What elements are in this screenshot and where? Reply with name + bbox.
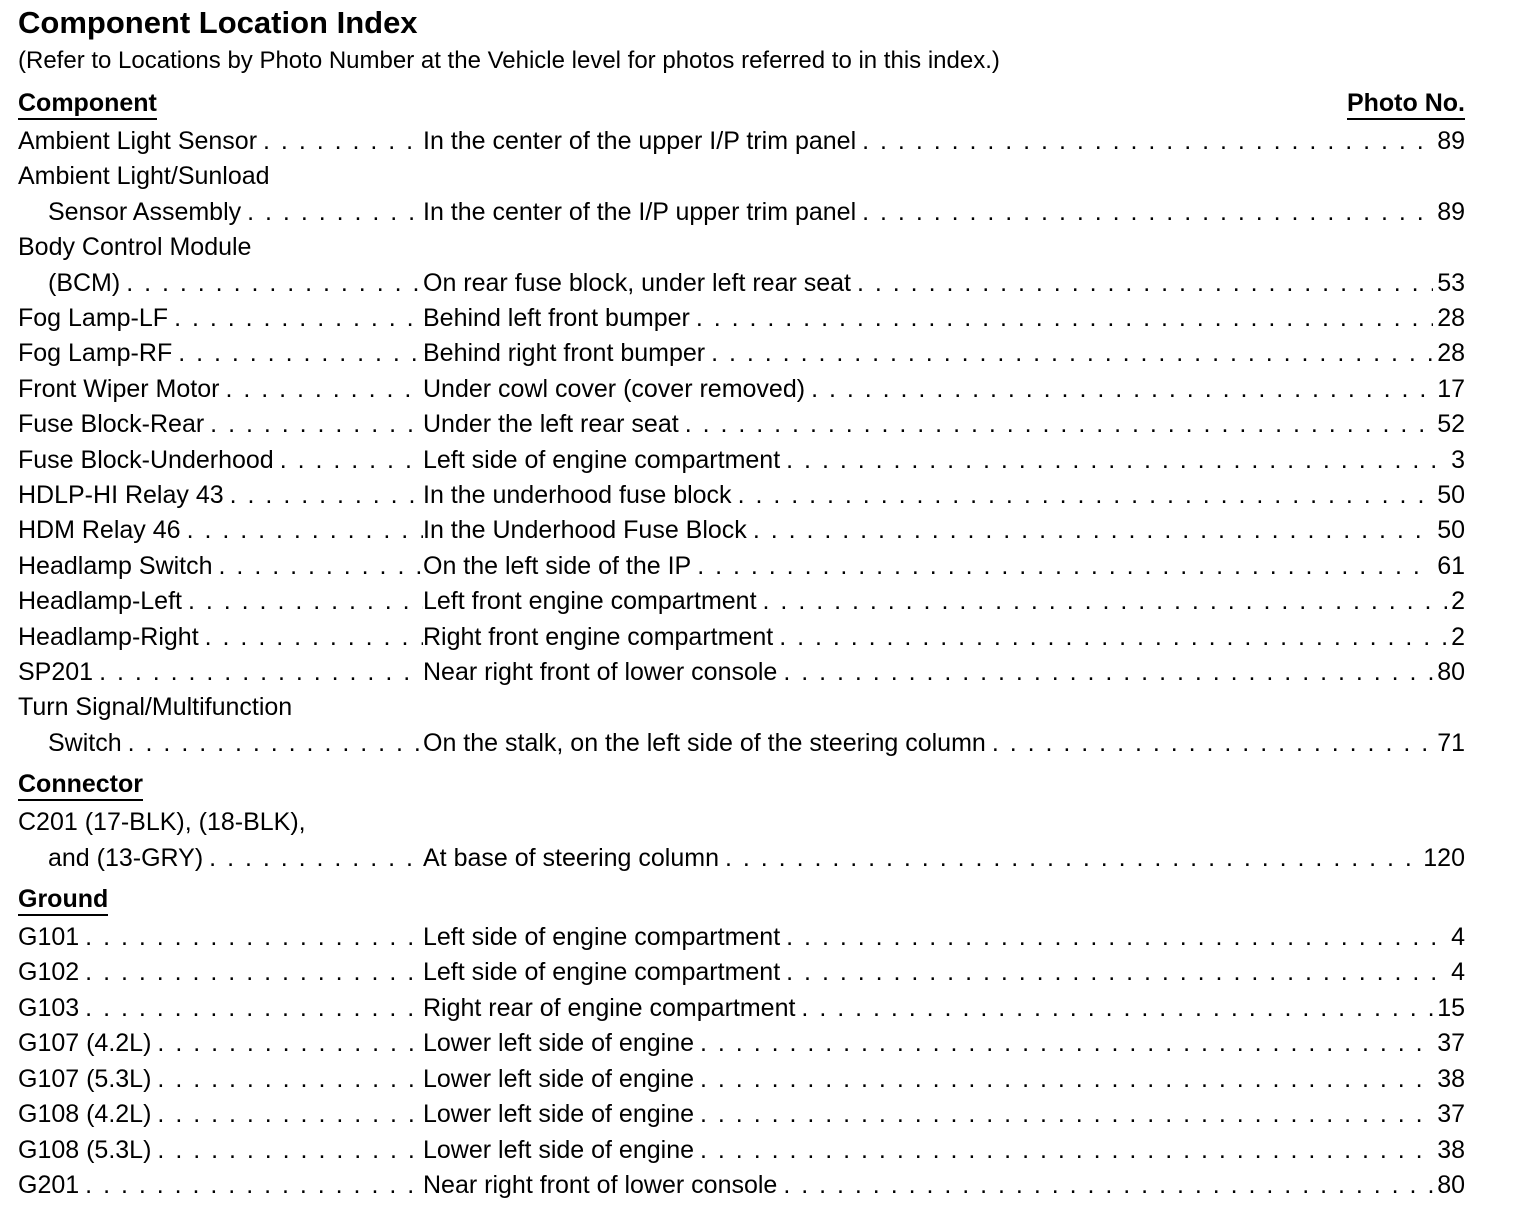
- entry-name-cell: [18, 1026, 423, 1061]
- dot-leader: [93, 655, 423, 690]
- entry-name: G101: [18, 923, 80, 952]
- index-entry: [18, 407, 1465, 442]
- section-title: Connector: [18, 771, 143, 801]
- dot-leader: [79, 1168, 423, 1203]
- dot-leader: [79, 955, 423, 990]
- entry-name-line1: Turn Signal/Multifunction: [18, 693, 293, 722]
- entry-photo-number: 61: [1437, 551, 1465, 580]
- entry-name: Fuse Block-Underhood: [18, 445, 274, 474]
- index-entry: [18, 513, 1465, 548]
- entry-photo-number: 3: [1451, 445, 1465, 474]
- dot-leader: [780, 955, 1447, 990]
- entry-location-cell: [423, 1168, 1433, 1203]
- dot-leader: [213, 549, 423, 584]
- entry-location-cell: [423, 195, 1433, 230]
- dot-leader: [203, 841, 423, 876]
- entry-name: G102: [18, 958, 80, 987]
- index-entry: [18, 549, 1465, 584]
- entry-name: Headlamp-Left: [18, 587, 182, 616]
- entry-name: SP201: [18, 658, 94, 687]
- index-entry: [18, 1062, 1465, 1097]
- section-component: [18, 90, 1465, 761]
- entry-name-line1: Ambient Light/Sunload: [18, 162, 270, 191]
- entry-location-cell: [423, 336, 1433, 371]
- entry-photo-number: 120: [1423, 843, 1465, 872]
- entry-name-cell: [18, 955, 423, 990]
- entry-location-cell: [423, 991, 1433, 1026]
- dot-leader: [151, 1097, 423, 1132]
- entry-location-cell: [423, 1026, 1433, 1061]
- entry-photo-number: 4: [1451, 958, 1465, 987]
- index-entry: [18, 991, 1465, 1026]
- index-entry: [18, 620, 1465, 655]
- entry-photo-number: 71: [1437, 728, 1465, 757]
- entry-name-cell: [18, 549, 423, 584]
- entry-location: On the left side of the IP: [423, 551, 692, 580]
- entry-name-cell: [18, 1133, 423, 1168]
- dot-leader: [182, 584, 423, 619]
- entry-photo-number: 37: [1437, 1029, 1465, 1058]
- entry-location: Lower left side of engine: [423, 1064, 695, 1093]
- dot-leader: [694, 1026, 1433, 1061]
- entry-location: Lower left side of engine: [423, 1100, 695, 1129]
- entry-photo-number: 4: [1451, 923, 1465, 952]
- entry-list: [18, 920, 1465, 1203]
- entry-name-line1: Body Control Module: [18, 233, 252, 262]
- dot-leader: [224, 478, 423, 513]
- entry-name-cell: [18, 372, 423, 407]
- index-entry: [18, 1026, 1465, 1061]
- entry-location: Behind left front bumper: [423, 304, 690, 332]
- entry-photo-number: 37: [1437, 1100, 1465, 1129]
- entry-location: Left side of engine compartment: [423, 958, 781, 987]
- section-header: [18, 886, 1465, 916]
- entry-location: Right front engine compartment: [423, 622, 774, 651]
- entry-name: HDLP-HI Relay 43: [18, 481, 224, 510]
- entry-name-line1: C201 (17-BLK), (18-BLK),: [18, 808, 306, 837]
- dot-leader: [777, 655, 1433, 690]
- index-entry: [18, 478, 1465, 513]
- entry-location-cell: [423, 726, 1433, 761]
- index-entry: [18, 584, 1465, 619]
- entry-name-cell: [18, 620, 423, 655]
- dot-leader: [694, 1133, 1433, 1168]
- entry-name-cell: [18, 195, 423, 230]
- dot-leader: [777, 1168, 1433, 1203]
- entry-photo-number: 38: [1437, 1064, 1465, 1093]
- entry-name: Front Wiper Motor: [18, 374, 220, 403]
- dot-leader: [241, 195, 423, 230]
- dot-leader: [694, 1097, 1433, 1132]
- dot-leader: [679, 407, 1433, 442]
- index-entry: [18, 1097, 1465, 1132]
- index-entry: [18, 726, 1465, 761]
- entry-name: G107 (5.3L): [18, 1064, 152, 1093]
- entry-name: Fog Lamp-LF: [18, 304, 169, 332]
- dot-leader: [120, 266, 423, 301]
- index-entry: [18, 195, 1465, 230]
- entry-location-cell: [423, 920, 1447, 955]
- entry-name-cell: [18, 407, 423, 442]
- dot-leader: [795, 991, 1433, 1026]
- entry-name-cell: [18, 991, 423, 1026]
- entry-location: In the center of the upper I/P trim panel: [423, 127, 857, 155]
- index-entry: [18, 301, 1465, 336]
- dot-leader: [274, 443, 423, 478]
- entry-location-cell: [423, 513, 1433, 548]
- entry-location: Under the left rear seat: [423, 410, 679, 439]
- entry-name-cell: [18, 1062, 423, 1097]
- dot-leader: [151, 1026, 423, 1061]
- dot-leader: [694, 1062, 1433, 1097]
- entry-photo-number: 15: [1437, 993, 1465, 1022]
- entry-photo-number: 28: [1437, 304, 1465, 332]
- entry-photo-number: 89: [1437, 127, 1465, 155]
- entry-name: G201: [18, 1170, 80, 1199]
- entry-name: G103: [18, 993, 80, 1022]
- entry-location-cell: [423, 655, 1433, 690]
- index-entry: [18, 1133, 1465, 1168]
- entry-location-cell: [423, 620, 1447, 655]
- dot-leader: [204, 407, 423, 442]
- index-entry: [18, 266, 1465, 301]
- dot-leader: [856, 195, 1433, 230]
- entry-name-cell: [18, 336, 423, 371]
- entry-photo-number: 53: [1437, 268, 1465, 297]
- entry-photo-number: 52: [1437, 410, 1465, 439]
- dot-leader: [181, 513, 423, 548]
- dot-leader: [986, 726, 1433, 761]
- entry-location-cell: [423, 407, 1433, 442]
- entry-name-cell: [18, 478, 423, 513]
- document-page: [18, 4, 1465, 1203]
- index-entry: [18, 336, 1465, 371]
- entry-location: On the stalk, on the left side of the steering column: [423, 728, 986, 757]
- entry-name: Headlamp-Right: [18, 622, 199, 651]
- entry-photo-number: 89: [1437, 197, 1465, 226]
- entry-photo-number: 38: [1437, 1135, 1465, 1164]
- page-title: Component Location Index: [18, 5, 418, 40]
- dot-leader: [691, 549, 1433, 584]
- entry-location-cell: [423, 1062, 1433, 1097]
- entry-location: In the underhood fuse block: [423, 481, 732, 510]
- entry-location: Near right front of lower console: [423, 1170, 778, 1199]
- dot-leader: [705, 336, 1433, 371]
- section-ground: [18, 886, 1465, 1203]
- dot-leader: [690, 301, 1433, 336]
- entry-name-cell: [18, 920, 423, 955]
- index-entry: [18, 372, 1465, 407]
- section-header: [18, 90, 1465, 120]
- dot-leader: [780, 920, 1447, 955]
- section-header: [18, 771, 1465, 801]
- dot-leader: [805, 372, 1433, 407]
- entry-location: Left side of engine compartment: [423, 923, 781, 952]
- entry-location: Lower left side of engine: [423, 1029, 695, 1058]
- entry-location: In the Underhood Fuse Block: [423, 516, 747, 545]
- entry-photo-number: 80: [1437, 658, 1465, 687]
- entry-location: Lower left side of engine: [423, 1135, 695, 1164]
- entry-photo-number: 50: [1437, 481, 1465, 510]
- dot-leader: [757, 584, 1448, 619]
- section-connector: [18, 771, 1465, 876]
- dot-leader: [773, 620, 1447, 655]
- entry-photo-number: 2: [1451, 622, 1465, 651]
- dot-leader: [780, 443, 1447, 478]
- entry-name: Fog Lamp-RF: [18, 339, 173, 368]
- section-title: Ground: [18, 886, 108, 916]
- entry-list: [18, 805, 1465, 876]
- entry-name-cell: [18, 1168, 423, 1203]
- entry-photo-number: 28: [1437, 339, 1465, 368]
- entry-name: Fuse Block-Rear: [18, 410, 205, 439]
- entry-location: Right rear of engine compartment: [423, 993, 796, 1022]
- entry-photo-number: 2: [1451, 587, 1465, 616]
- entry-location-cell: [423, 124, 1433, 159]
- dot-leader: [257, 124, 423, 159]
- dot-leader: [851, 266, 1433, 301]
- entry-name-cell: [18, 726, 423, 761]
- entry-name: HDM Relay 46: [18, 516, 181, 545]
- entry-name-cell: [18, 513, 423, 548]
- entry-location-cell: [423, 266, 1433, 301]
- index-entry: [18, 955, 1465, 990]
- entry-name-cell: [18, 266, 423, 301]
- entry-location: Behind right front bumper: [423, 339, 706, 368]
- entry-list: [18, 124, 1465, 761]
- entry-name: G108 (4.2L): [18, 1100, 152, 1129]
- page-subtitle: (Refer to Locations by Photo Number at the Vehicle level for photos referred to in this index.): [18, 47, 1000, 74]
- entry-location: Under cowl cover (cover removed): [423, 374, 806, 403]
- entry-location: Left side of engine compartment: [423, 445, 781, 474]
- dot-leader: [856, 124, 1433, 159]
- dot-leader: [151, 1062, 423, 1097]
- entry-name-cell: [18, 584, 423, 619]
- entry-name: Sensor Assembly: [48, 197, 242, 226]
- entry-location: On rear fuse block, under left rear seat: [423, 268, 851, 297]
- entry-location: Left front engine compartment: [423, 587, 757, 616]
- entry-location-cell: [423, 549, 1433, 584]
- index-entry: [18, 841, 1465, 876]
- dot-leader: [747, 513, 1433, 548]
- dot-leader: [199, 620, 423, 655]
- entry-location-cell: [423, 478, 1433, 513]
- index-entry: [18, 920, 1465, 955]
- entry-photo-number: 80: [1437, 1170, 1465, 1199]
- entry-location-cell: [423, 955, 1447, 990]
- dot-leader: [732, 478, 1434, 513]
- dot-leader: [122, 726, 423, 761]
- entry-location-cell: [423, 584, 1447, 619]
- index-entry: [18, 124, 1465, 159]
- entry-location: In the center of the I/P upper trim panel: [423, 197, 857, 226]
- entry-location: At base of steering column: [423, 843, 719, 872]
- entry-name-cell: [18, 443, 423, 478]
- entry-photo-number: 17: [1437, 374, 1465, 403]
- entry-name-cell: [18, 124, 423, 159]
- entry-name-cell: [18, 1097, 423, 1132]
- section-title: Component: [18, 90, 157, 120]
- entry-name-cell: [18, 655, 423, 690]
- entry-location-cell: [423, 301, 1433, 336]
- index-entry: [18, 1168, 1465, 1203]
- dot-leader: [219, 372, 423, 407]
- photo-number-header: Photo No.: [1347, 90, 1465, 120]
- entry-name-cell: [18, 841, 423, 876]
- entry-location-cell: [423, 1097, 1433, 1132]
- dot-leader: [79, 920, 423, 955]
- entry-name-cell: [18, 301, 423, 336]
- entry-location-cell: [423, 841, 1419, 876]
- dot-leader: [719, 841, 1419, 876]
- entry-name: (BCM): [48, 268, 121, 297]
- entry-location-cell: [423, 443, 1447, 478]
- entry-photo-number: 50: [1437, 516, 1465, 545]
- entry-name: G107 (4.2L): [18, 1029, 152, 1058]
- index-entry: [18, 655, 1465, 690]
- dot-leader: [168, 301, 423, 336]
- entry-location-cell: [423, 372, 1433, 407]
- entry-location: Near right front of lower console: [423, 658, 778, 687]
- entry-name: Ambient Light Sensor: [18, 127, 258, 155]
- entry-name: G108 (5.3L): [18, 1135, 152, 1164]
- entry-name: Headlamp Switch: [18, 551, 213, 580]
- index-sections: [18, 90, 1465, 1203]
- index-entry: [18, 443, 1465, 478]
- entry-location-cell: [423, 1133, 1433, 1168]
- entry-name: and (13-GRY): [48, 843, 204, 872]
- entry-name: Switch: [48, 728, 122, 757]
- dot-leader: [79, 991, 423, 1026]
- dot-leader: [151, 1133, 423, 1168]
- dot-leader: [172, 336, 423, 371]
